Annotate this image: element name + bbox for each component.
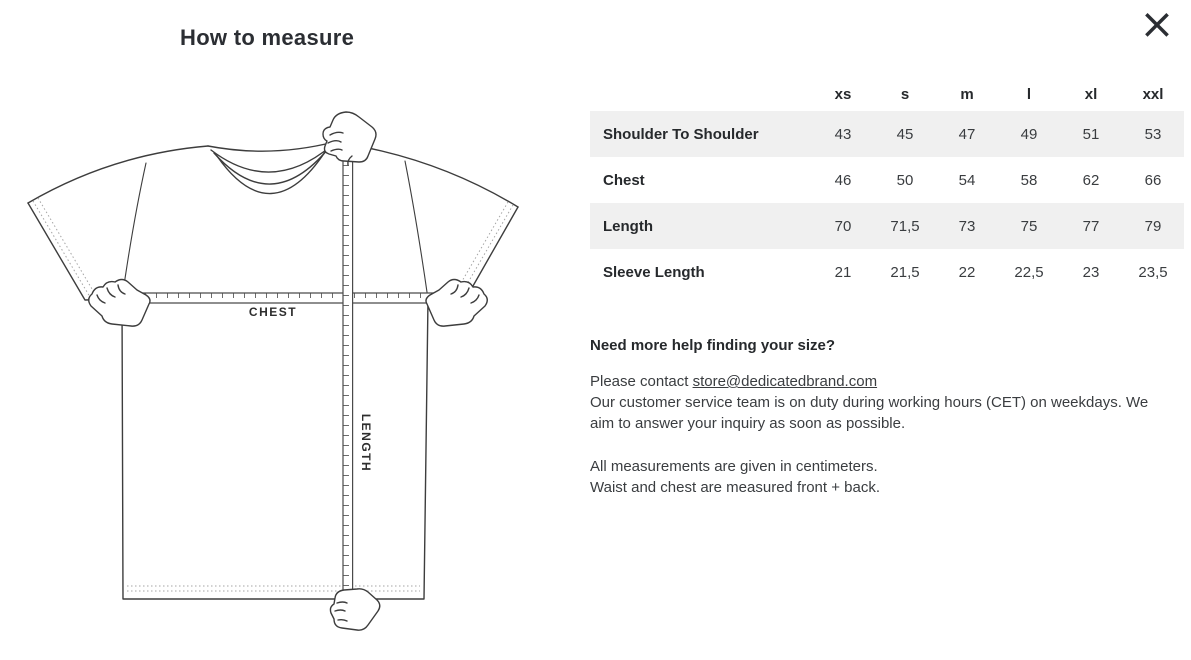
cell: 21,5: [890, 263, 920, 281]
cell: 54: [958, 171, 976, 189]
column-header-xl: xl: [1084, 86, 1098, 103]
hand-bottom-icon: [330, 589, 379, 630]
cell: 71,5: [874, 203, 936, 249]
email-link[interactable]: store@dedicatedbrand.com: [692, 373, 878, 390]
cell: 22: [958, 263, 976, 281]
table-row-length: [590, 203, 1184, 249]
note-line-centimeters: All measurements are given in centimeters.: [590, 458, 878, 475]
size-guide-panel: [590, 78, 1184, 498]
tshirt-illustration: [0, 90, 560, 650]
cell: 21: [834, 263, 852, 281]
help-heading: Need more help finding your size?: [590, 337, 836, 354]
hand-right-icon: [426, 280, 487, 327]
modal-title: How to measure: [180, 25, 355, 50]
cell: 22,5: [1014, 263, 1044, 281]
close-icon: ×: [1139, 0, 1175, 48]
size-table-header-row: [590, 78, 1184, 111]
notes-paragraph: [590, 456, 1170, 498]
service-text: Our customer service team is on duty during working hours (CET) on weekdays. We aim to answer your inquiry as soon as possible.: [590, 394, 1149, 432]
length-label: LENGTH: [359, 413, 373, 473]
cell: 51: [1060, 111, 1122, 157]
table-row-chest: [590, 157, 1184, 203]
cell: 73: [936, 203, 998, 249]
cell: 45: [874, 111, 936, 157]
column-header-l: l: [1026, 86, 1032, 103]
note-line-front-back: Waist and chest are measured front + back.: [590, 479, 881, 496]
help-section: [590, 337, 1170, 498]
cell: 47: [936, 111, 998, 157]
contact-paragraph: [590, 371, 1170, 434]
cell: 23: [1082, 263, 1100, 281]
size-table: [590, 78, 1184, 295]
cell: 49: [998, 111, 1060, 157]
column-header-empty: [590, 78, 812, 111]
cell: 62: [1082, 171, 1100, 189]
row-label: Chest: [603, 171, 645, 189]
cell: 75: [998, 203, 1060, 249]
stitch-lines: [33, 198, 513, 591]
chest-label: CHEST: [248, 305, 298, 319]
cell: 53: [1122, 111, 1184, 157]
cell: 79: [1122, 203, 1184, 249]
column-header-xs: xs: [834, 86, 852, 103]
measuring-tape-vertical: [343, 135, 353, 598]
cell: 46: [834, 171, 852, 189]
contact-prefix-text: Please contact: [590, 373, 693, 390]
tshirt-outline: [28, 142, 518, 599]
row-label: Sleeve Length: [603, 263, 705, 281]
cell: 50: [896, 171, 914, 189]
cell: 43: [812, 111, 874, 157]
table-row-sleeve-length: [590, 249, 1184, 295]
measuring-tape-horizontal: [128, 293, 446, 303]
cell: 66: [1144, 171, 1162, 189]
cell: 70: [812, 203, 874, 249]
hand-left-icon: [89, 280, 150, 327]
table-row-shoulder: [590, 111, 1184, 157]
row-label: Length: [590, 203, 812, 249]
column-header-m: m: [960, 86, 974, 103]
cell: 23,5: [1138, 263, 1168, 281]
cell: 58: [1020, 171, 1038, 189]
cell: 77: [1060, 203, 1122, 249]
hand-top-icon: [323, 112, 376, 165]
column-header-s: s: [900, 86, 910, 103]
column-header-xxl: xxl: [1142, 86, 1164, 103]
row-label: Shoulder To Shoulder: [590, 111, 812, 157]
close-button[interactable]: [1135, 2, 1179, 46]
